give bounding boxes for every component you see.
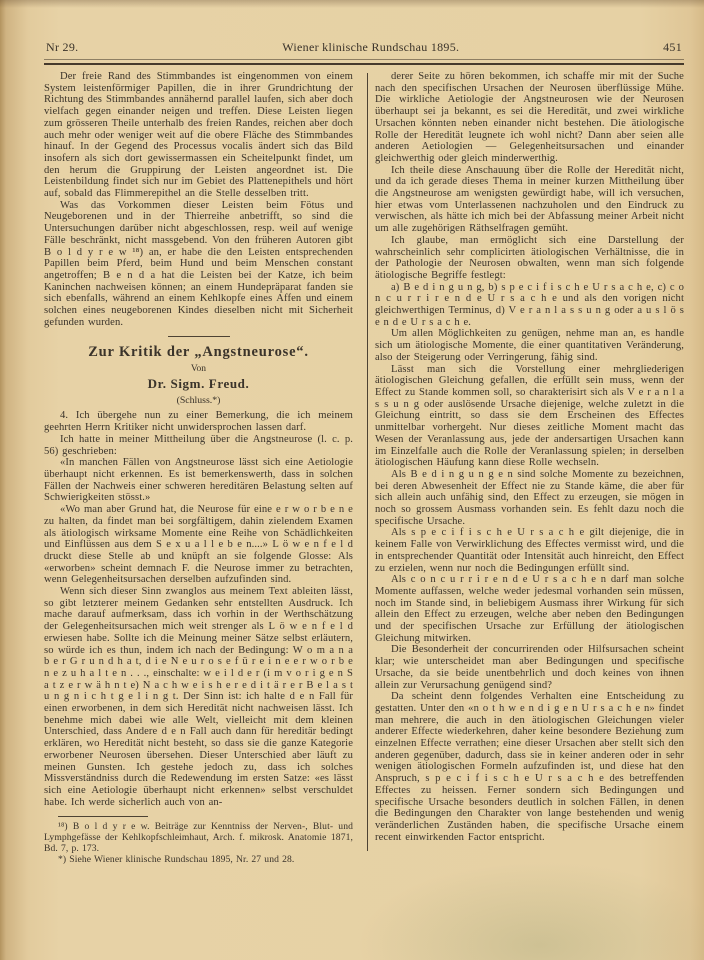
article-subtitle: (Schluss.*) bbox=[176, 395, 221, 407]
page-number: 451 bbox=[663, 40, 682, 54]
byline-prefix: Von bbox=[190, 364, 207, 375]
column-paragraph: Ich theile diese Anschauung über die Rolle der Heredität nicht, und da ich gerade dieses Thema in meiner kurzen Mittheilung über die Angstneurose am wenigsten gewürdigt habe, will ich versuchen, hier etwas vom Unterlassenen nachzuholen und den Eindruck zu verwischen, als hätte ich mich bei der Abfassung meiner Arbeit nicht um alle zugehörigen Räthselfragen gemüht. bbox=[375, 164, 684, 235]
header-rule bbox=[44, 59, 684, 65]
issue-number: Nr 29. bbox=[46, 40, 79, 54]
column-paragraph: Als c o n c u r r i r e n d e U r s a c h e n darf man solche Momente auffassen, welche weder jedesmal vorhanden sein müssen, noch im Stande sind, in beliebigem Ausmass ihrer Wirkung für sich allein den Effect zu erzeugen, welche aber neben den Bedingungen und der specifischen Ursache zur Erfüllung der ätiologischen Gleichung mitwirken. bbox=[375, 574, 684, 644]
column-paragraph: Da scheint denn folgendes Verhalten eine Entscheidung zu gestatten. Unter den «n o t h w e n d i g e n U r s a c h e n» findet man mehrere, die auch in den ätiologischen Gleichungen vieler anderer Effecte wiederkehren, daher keine besondere Beziehung zum einzelnen Effecte verrathen; eine dieser Ursachen aber stellt sich den anderen gegenüber, dadurch, dass sie in keiner anderen oder in sehr wenigen ätiologischen Formeln aufzufinden ist, und diese hat den Anspruch, s p e c i f i s c h e U r s a c h e des betreffenden Effectes zu heissen. Ferner sondern sich Bedingungen und specifische Ursache besonders deutlich in solchen Fällen, in denen die Bedingungen den Charakter von lange bestehenden und wenig veränderlichen Zuständen haben, die specifische Ursache einem recent einwirkenden Factor entspricht. bbox=[375, 691, 684, 843]
article-paragraph: Ich hatte in meiner Mittheilung über die Angstneurose (l. c. p. 56) geschrieben: bbox=[44, 433, 353, 457]
footnote: ¹⁸) B o l d y r e w. Beiträge zur Kenntniss der Nerven-, Blut- und Lymphgefässe der Kehlkopfschleimhaut, Arch. f. mikrosk. Anatomie 1871, Bd. 7, p. 173. bbox=[44, 821, 353, 855]
article-body-left bbox=[44, 410, 353, 808]
column-paragraph: Ich glaube, man ermöglicht sich eine Darstellung der wahrscheinlich sehr complicirten ätiologischen Verhältnisse, die in der Pathologie der Neurosen obwalten, wenn man sich folgende ätiologische Begriffe festlegt: bbox=[375, 234, 684, 281]
previous-article-end bbox=[44, 71, 353, 328]
intro-paragraph: Was das Vorkommen dieser Leisten beim Fötus und Neugeborenen und in der Thierreihe anbetrifft, so sind die Untersuchungen darüber nicht abgeschlossen, resp. weil auf wenige Fälle beschränkt, nicht massgebend. Von den früheren Autoren gibt B o l d y r e w ¹⁸) an, er habe die den Leisten entsprechenden Papillen beim Pferd, beim Hund und beim Menschen constant angetroffen; B e n d a hat die Leisten bei der Katze, ich beim Kaninchen nachweisen können; an einem Hundepräparat fanden sie sich ebenfalls, während an einem Kehlkopfe eines Affen und einem solchen eines neugeborenen Kindes dieselben nicht mit Sicherheit gefunden wurden. bbox=[44, 199, 353, 328]
column-paragraph: Als B e d i n g u n g e n sind solche Momente zu bezeichnen, bei deren Abwesenheit der Effect nie zu Stande käme, die aber für sich allein auch unfähig sind, den Effect zu erzeugen, sie mögen in noch so grossem Ausmass vorhanden sein. Es fehlt dazu noch die specifische Ursache. bbox=[375, 468, 684, 527]
footnotes bbox=[44, 821, 353, 865]
column-paragraph: a) B e d i n g u n g, b) s p e c i f i s c h e U r s a c h e, c) c o n c u r r i r e n d e U r s a c h e und als den vorigen nicht gleichwerthigen Terminus, d) V e r a n l a s s u n g oder a u s l ö s e n d e U r s a c h e. bbox=[375, 281, 684, 328]
article-author: Dr. Sigm. Freud. bbox=[147, 376, 250, 392]
right-column bbox=[375, 71, 684, 865]
footnote: *) Siehe Wiener klinische Rundschau 1895, Nr. 27 und 28. bbox=[58, 854, 295, 866]
article-paragraph: 4. Ich übergehe nun zu einer Bemerkung, die ich meinem geehrten Herrn Kritiker nicht unwidersprochen lassen darf. bbox=[44, 410, 353, 434]
article-separator-rule bbox=[168, 336, 230, 337]
column-paragraph: Die Besonderheit der concurrirenden oder Hilfsursachen scheint klar; wie unterscheidet man aber Bedingungen und specifische Ursache, da sie beide unentbehrlich und doch keines von ihnen allein zur Verursachung genügend sind? bbox=[375, 644, 684, 691]
column-paragraph: Als s p e c i f i s c h e U r s a c h e gilt diejenige, die in keinem Falle von Verwirklichung des Effectes vermisst wird, und die in entsprechender Quantität oder Intensität auch hinreicht, den Effect zu erzielen, wenn nur noch die Bedingungen erfüllt sind. bbox=[375, 527, 684, 574]
article-body-right bbox=[375, 71, 684, 843]
column-paragraph: derer Seite zu hören bekommen, ich schaffe mir mit der Suche nach den specifischen Ursachen der Neurosen überflüssige Mühe. Die wirkliche Aetiologie der Angstneurosen wie der Neurosen überhaupt sei ja bekannt, es sei die Heredität, und zwei wirkliche Ursachen könnten neben einander nicht bestehen. Die ätiologische Rolle der Heredität leugnete ich wohl nicht? Dann aber seien alle anderen Aetiologien — Gelegenheitsursachen und einander gleichwerthig oder gleich minderwerthig. bbox=[375, 71, 684, 164]
journal-title: Wiener klinische Rundschau 1895. bbox=[282, 40, 460, 54]
article-paragraph: Wenn sich dieser Sinn zwanglos aus meinem Text ableiten lässt, so gibt letzterer meinem Gedanken sehr entstellten Ausdruck. Ich mache darauf aufmerksam, dass ich vorhin in der Werthschätzung der Gelegenheitsursachen mich weit strenger als L ö w e n f e l d erwiesen habe. Sollte ich die Meinung meiner Sätze selbst erläutern, so würde ich es thun, indem ich nach der Bedingung: W o m a n a b e r G r u n d h a t, d i e N e u r o s e f ü r e i n e e r w o r b e n e z u h a l t e n . . ., einschalte: w e i l d e r (i m v o r i g e n S a t z e r w ä h n t e) N a c h w e i s h e r e d i t ä r e r B e l a s t u n g n i c h t g e l i n g t. Der Sinn ist: ich halte d e n Fall für einen erworbenen, in dem sich Heredität nicht nachweisen lässt. Ich benehme mich dabei wie alle Welt, vielleicht mit dem kleinen Unterschied, dass Andere d e n Fall auch dann für hereditär bedingt erklären, wo Heredität nicht besteht, so dass sie die ganze Kategorie erworbener Neurosen übersehen. Dieser Unterschied aber läuft zu meinen Gunsten. Ich gestehe jedoch zu, dass ich solches Missverständniss durch die Redewendung im ersten Satze: «es lässt sich eine Aetiologie überhaupt nicht erkennen» selbst verschuldet habe. Ich werde sicherlich auch von an- bbox=[44, 586, 353, 808]
article-paragraph: «Wo man aber Grund hat, die Neurose für eine e r w o r b e n e zu halten, da findet man bei sorgfältigem, dahin zielendem Examen als ätiologisch wirksame Momente eine Reihe von Schädlichkeiten und Einflüssen aus dem S e x u a l l e b e n....» L ö w e n f e l d druckt diese Stelle ab und knüpft an sie folgende Glosse: Als «erworben» scheint demnach F. die Neurose immer zu betrachten, wenn Gelegenheitsursachen derselben aufzufinden sind. bbox=[44, 504, 353, 586]
article-paragraph: «In manchen Fällen von Angstneurose lässt sich eine Aetiologie überhaupt nicht erkennen. Es ist bemerkenswerth, dass in solchen Fällen der Nachweis einer schweren hereditären Belastung selten auf Schwierigkeiten stösst.» bbox=[44, 457, 353, 504]
article-title: Zur Kritik der „Angstneurose“. bbox=[88, 344, 309, 361]
intro-paragraph: Der freie Rand des Stimmbandes ist eingenommen von einem System leistenförmiger Papillen, die in ihrer Grundrichtung der Richtung des Stimmbandes annähernd parallel laufen, sich aber doch vielfach gegen einander neigen und treffen. Diese Leisten liegen zum grösseren Theile unterhalb des freien Randes, reichen aber doch auch mehr oder weniger weit auf die obere Fläche des Stimmbandes hinauf. In der Gegend des Processus vocalis ändert sich das Bild insofern als sich dort gewissermassen ein Scheitelpunkt findet, um den herum die Gruppirung der Leisten angeordnet ist. Die Leistenbildung findet sich nur im Gebiet des Plattenepithels und hört auf, sobald das Flimmerepithel an die Stelle desselben tritt. bbox=[44, 71, 353, 200]
left-column bbox=[44, 71, 353, 865]
column-paragraph: Lässt man sich die Vorstellung einer mehrgliederigen ätiologischen Gleichung gefallen, die erfüllt sein muss, wenn der Effect zu Stande kommen soll, so charakterisirt sich als V e r a n l a s s u n g oder auslösende Ursache diejenige, welche zuletzt in die Gleichung eintritt, so dass sie dem Erscheinen des Effectes unmittelbar vorhergeht. Nur dieses zeitliche Moment macht das Wesen der Veranlassung aus, jede der andersartigen Ursachen kann im Einzelfalle auch die Rolle der Veranlassung spielen; in derselben ätiologischen Häufung kann diese Rolle wechseln. bbox=[375, 363, 684, 469]
text-columns bbox=[44, 71, 684, 865]
column-paragraph: Um allen Möglichkeiten zu genügen, nehme man an, es handle sich um ätiologische Momente, die einer quantitativen Veränderung, also der Steigerung oder Verringerung, fähig sind. bbox=[375, 328, 684, 363]
footnote-separator-rule bbox=[58, 816, 148, 817]
page-header bbox=[44, 40, 684, 59]
